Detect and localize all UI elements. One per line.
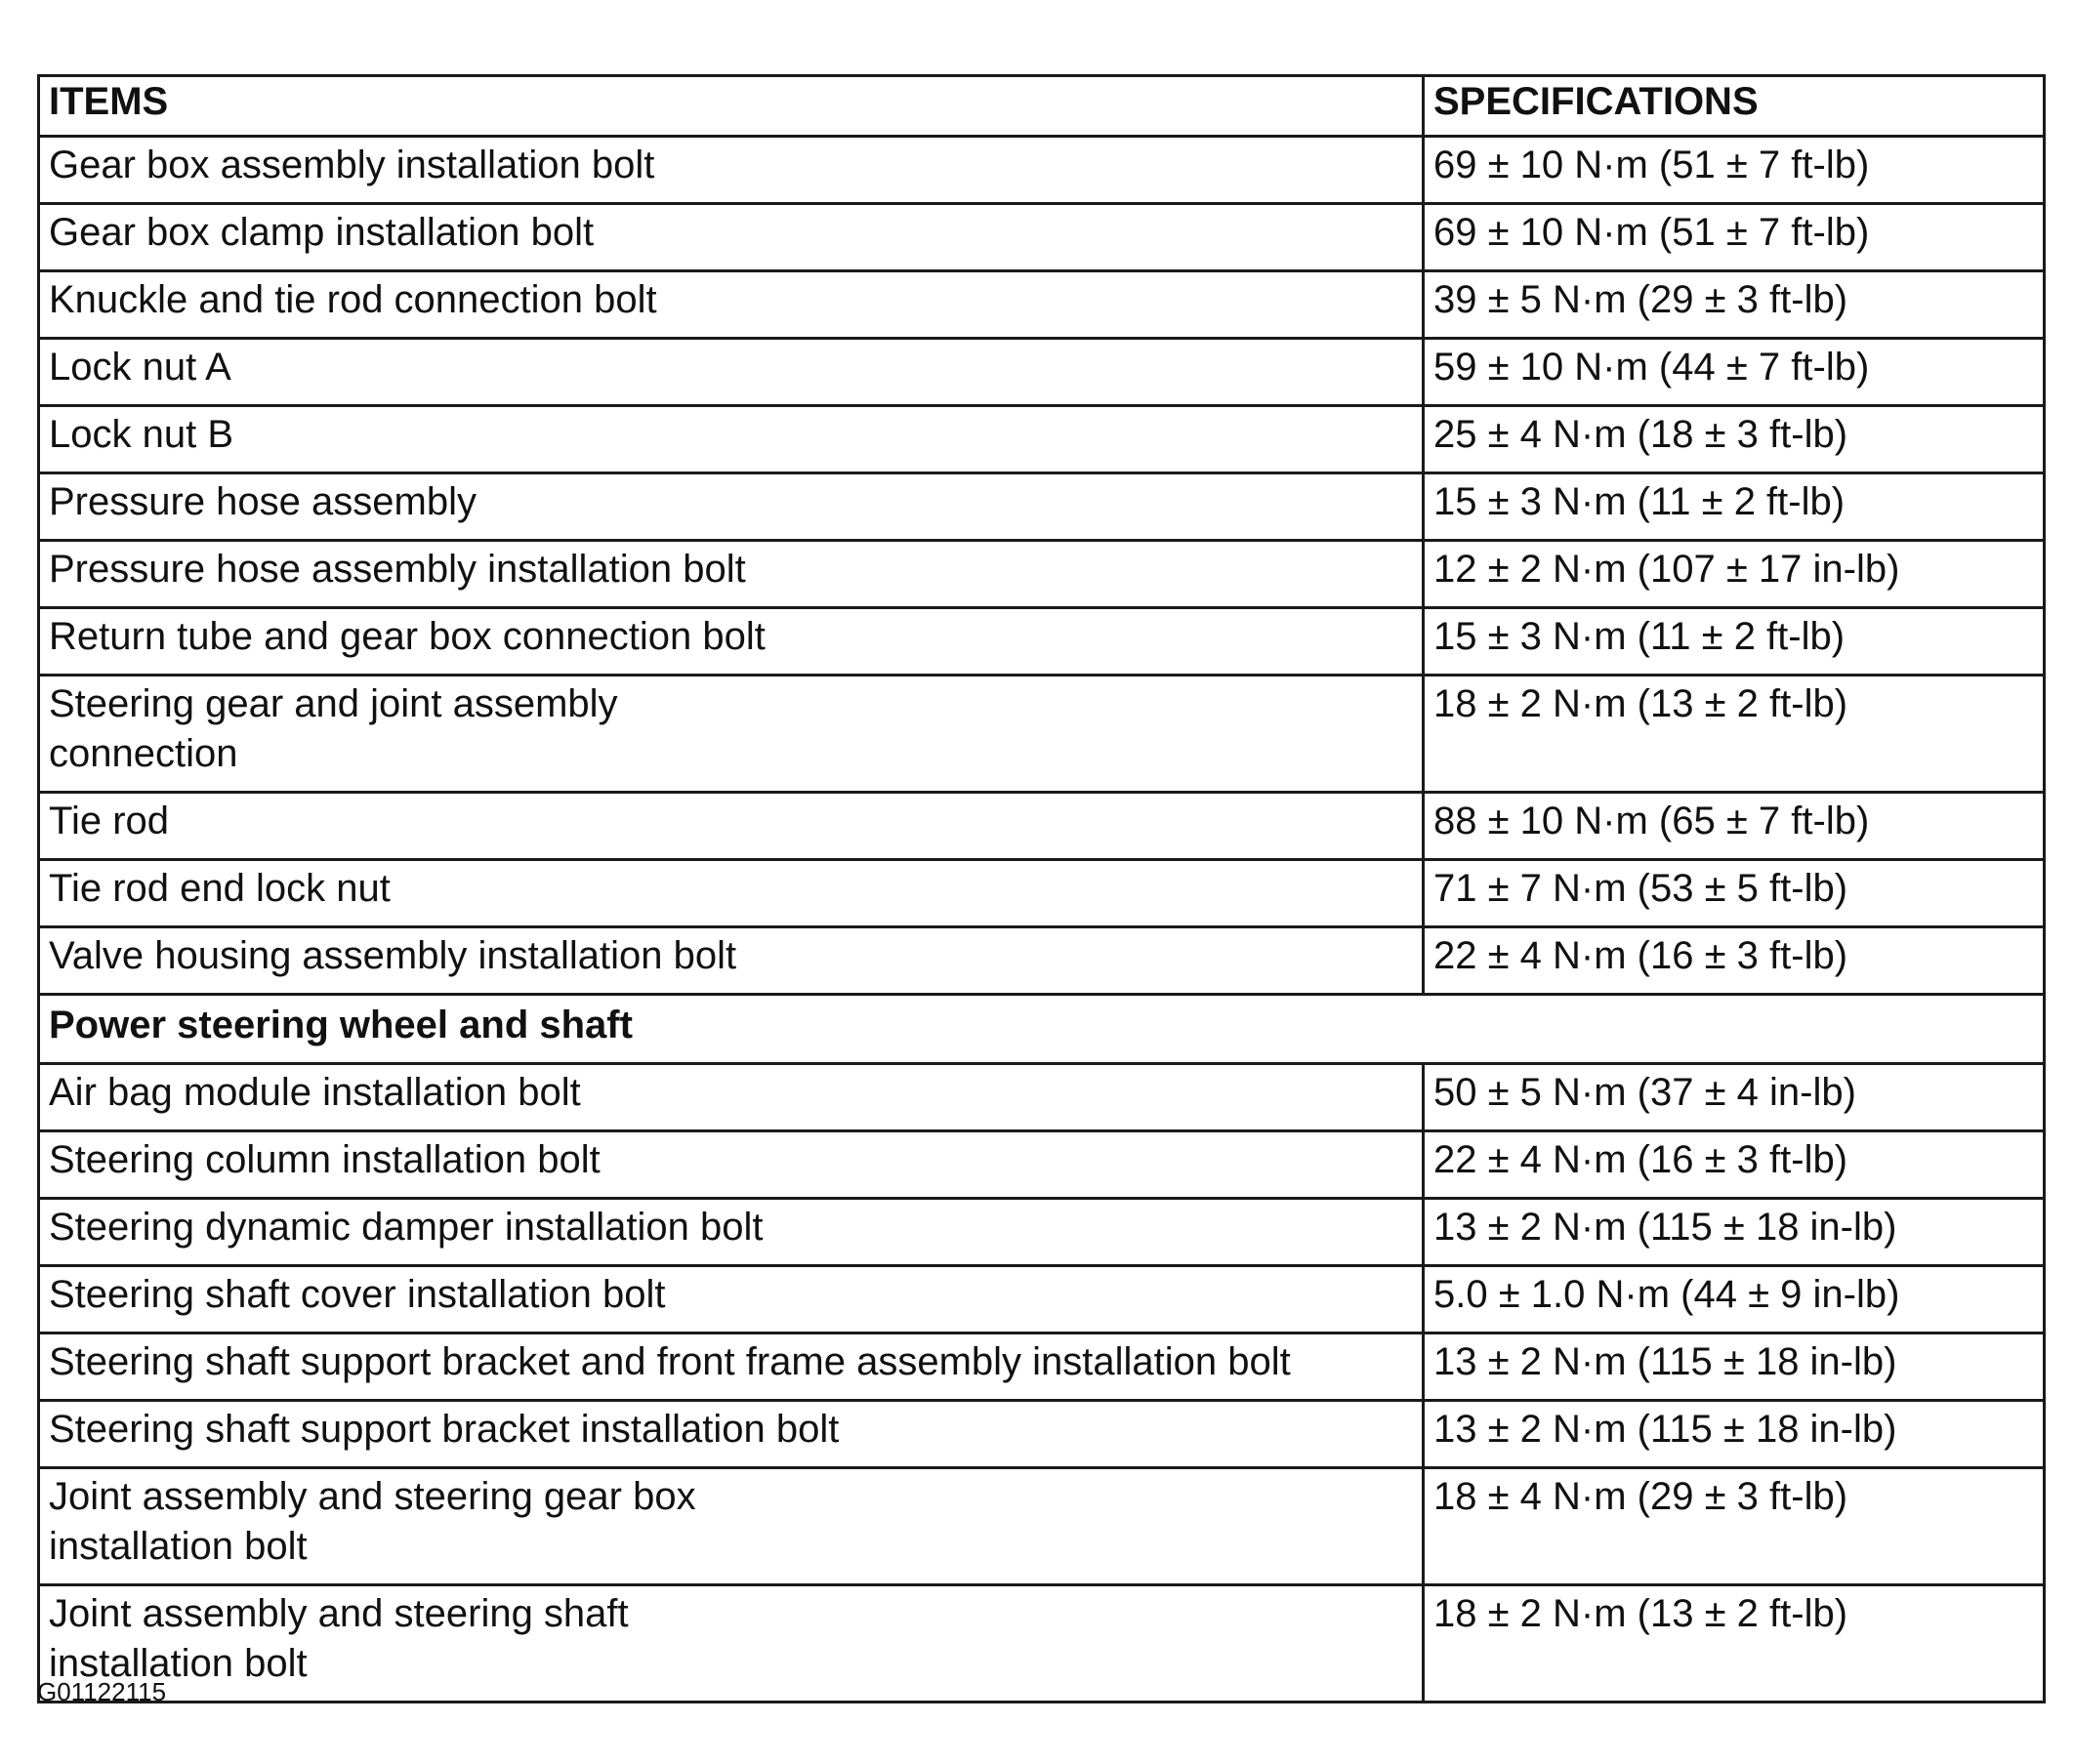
specification-cell: 59 ± 10 N·m (44 ± 7 ft-lb) bbox=[1424, 339, 2045, 406]
table-row bbox=[39, 473, 2045, 541]
table-row bbox=[39, 137, 2045, 204]
specification-cell: 12 ± 2 N·m (107 ± 17 in-lb) bbox=[1424, 541, 2045, 608]
item-cell: Joint assembly and steering gear box installation bolt bbox=[39, 1468, 1424, 1585]
table-body bbox=[39, 137, 2045, 1702]
specification-cell: 22 ± 4 N·m (16 ± 3 ft-lb) bbox=[1424, 1131, 2045, 1199]
specifications-column-header: SPECIFICATIONS bbox=[1424, 76, 2045, 137]
item-cell: Steering column installation bolt bbox=[39, 1131, 1424, 1199]
table-row bbox=[39, 406, 2045, 473]
table-row bbox=[39, 1199, 2045, 1266]
specification-cell: 18 ± 2 N·m (13 ± 2 ft-lb) bbox=[1424, 1585, 2045, 1702]
specification-cell: 15 ± 3 N·m (11 ± 2 ft-lb) bbox=[1424, 608, 2045, 676]
specification-cell: 13 ± 2 N·m (115 ± 18 in-lb) bbox=[1424, 1333, 2045, 1401]
item-cell: Tie rod bbox=[39, 793, 1424, 860]
item-cell: Valve housing assembly installation bolt bbox=[39, 927, 1424, 995]
table-row bbox=[39, 1131, 2045, 1199]
item-cell: Steering shaft support bracket installation bolt bbox=[39, 1401, 1424, 1468]
specification-cell: 39 ± 5 N·m (29 ± 3 ft-lb) bbox=[1424, 271, 2045, 339]
specification-cell: 71 ± 7 N·m (53 ± 5 ft-lb) bbox=[1424, 860, 2045, 927]
specification-cell: 22 ± 4 N·m (16 ± 3 ft-lb) bbox=[1424, 927, 2045, 995]
table-row bbox=[39, 793, 2045, 860]
item-cell: Gear box clamp installation bolt bbox=[39, 204, 1424, 271]
item-cell: Pressure hose assembly installation bolt bbox=[39, 541, 1424, 608]
figure-id-label: G01122115 bbox=[37, 1677, 167, 1706]
item-cell: Tie rod end lock nut bbox=[39, 860, 1424, 927]
items-column-header: ITEMS bbox=[39, 76, 1424, 137]
specification-cell: 18 ± 4 N·m (29 ± 3 ft-lb) bbox=[1424, 1468, 2045, 1585]
table-row bbox=[39, 1333, 2045, 1401]
specification-cell: 25 ± 4 N·m (18 ± 3 ft-lb) bbox=[1424, 406, 2045, 473]
item-cell: Steering shaft cover installation bolt bbox=[39, 1266, 1424, 1333]
table-row bbox=[39, 927, 2045, 995]
table-row bbox=[39, 204, 2045, 271]
item-cell: Lock nut B bbox=[39, 406, 1424, 473]
item-cell: Knuckle and tie rod connection bolt bbox=[39, 271, 1424, 339]
specification-cell: 13 ± 2 N·m (115 ± 18 in-lb) bbox=[1424, 1199, 2045, 1266]
item-cell: Steering shaft support bracket and front frame assembly installation bolt bbox=[39, 1333, 1424, 1401]
table-row bbox=[39, 541, 2045, 608]
specification-cell: 69 ± 10 N·m (51 ± 7 ft-lb) bbox=[1424, 204, 2045, 271]
table-row bbox=[39, 271, 2045, 339]
table-row bbox=[39, 860, 2045, 927]
specification-cell: 5.0 ± 1.0 N·m (44 ± 9 in-lb) bbox=[1424, 1266, 2045, 1333]
table-row bbox=[39, 339, 2045, 406]
item-cell: Steering gear and joint assembly connection bbox=[39, 676, 1424, 793]
specification-cell: 15 ± 3 N·m (11 ± 2 ft-lb) bbox=[1424, 473, 2045, 541]
torque-specifications-table bbox=[37, 74, 2046, 1703]
item-cell: Air bag module installation bolt bbox=[39, 1064, 1424, 1131]
table-row bbox=[39, 676, 2045, 793]
table-header-row bbox=[39, 76, 2045, 137]
item-cell: Gear box assembly installation bolt bbox=[39, 137, 1424, 204]
item-cell: Pressure hose assembly bbox=[39, 473, 1424, 541]
item-cell: Steering dynamic damper installation bolt bbox=[39, 1199, 1424, 1266]
specification-cell: 13 ± 2 N·m (115 ± 18 in-lb) bbox=[1424, 1401, 2045, 1468]
item-cell: Joint assembly and steering shaft installation bolt bbox=[39, 1585, 1424, 1702]
table-row bbox=[39, 1064, 2045, 1131]
item-cell: Lock nut A bbox=[39, 339, 1424, 406]
table-row bbox=[39, 1585, 2045, 1702]
section-header-row bbox=[39, 995, 2045, 1064]
table-row bbox=[39, 1401, 2045, 1468]
table-row bbox=[39, 1468, 2045, 1585]
item-cell: Return tube and gear box connection bolt bbox=[39, 608, 1424, 676]
specification-cell: 69 ± 10 N·m (51 ± 7 ft-lb) bbox=[1424, 137, 2045, 204]
table-row bbox=[39, 1266, 2045, 1333]
section-title: Power steering wheel and shaft bbox=[39, 995, 2045, 1064]
specification-cell: 50 ± 5 N·m (37 ± 4 in-lb) bbox=[1424, 1064, 2045, 1131]
specification-cell: 88 ± 10 N·m (65 ± 7 ft-lb) bbox=[1424, 793, 2045, 860]
specification-cell: 18 ± 2 N·m (13 ± 2 ft-lb) bbox=[1424, 676, 2045, 793]
table-row bbox=[39, 608, 2045, 676]
